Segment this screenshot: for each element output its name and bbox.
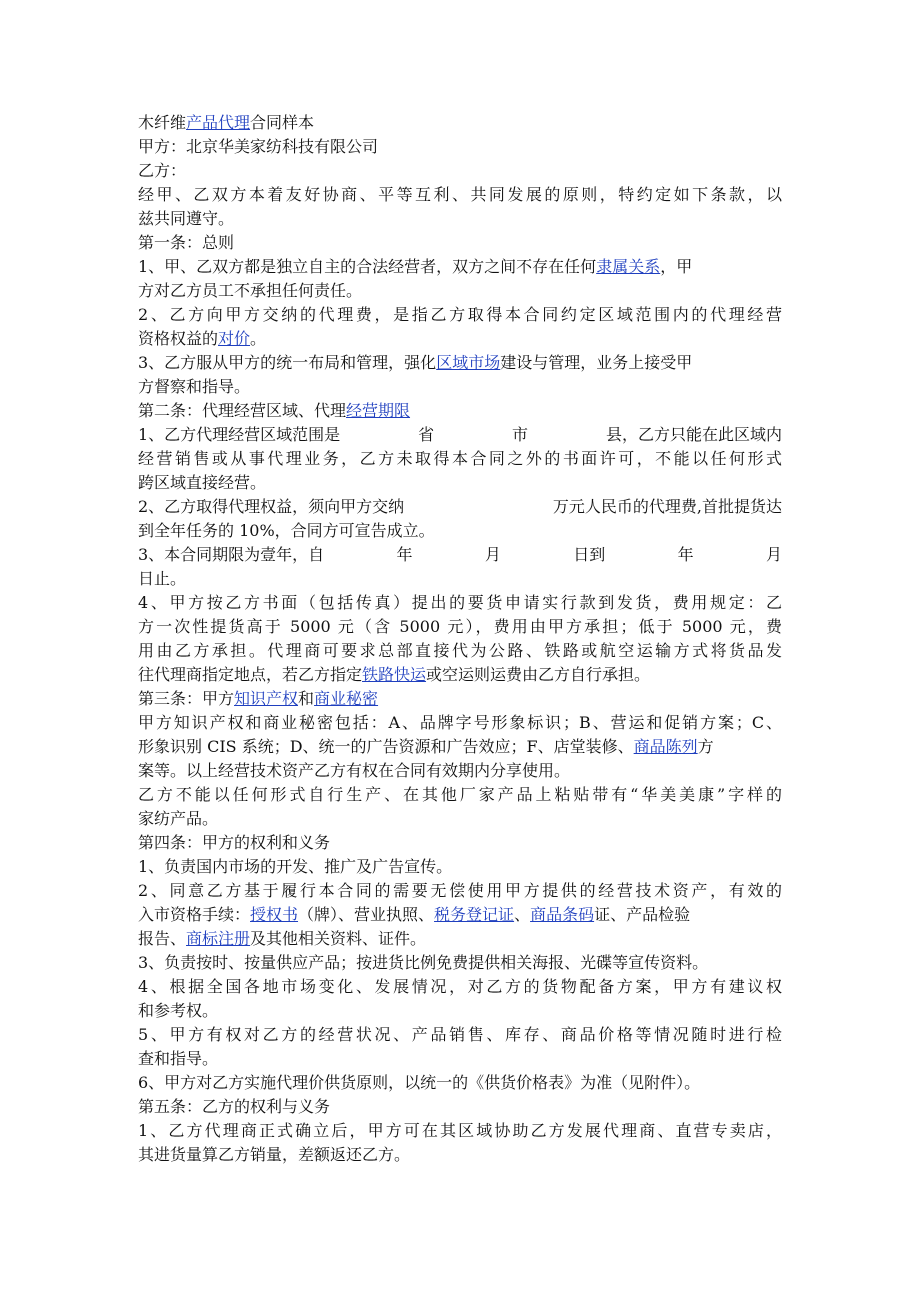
article4-item2: 2、同意乙方基于履行本合同的需要无偿使用甲方提供的经营技术资产，有效的 — [138, 881, 782, 900]
article1-heading: 第一条：总则 — [138, 233, 235, 252]
article2-item4-line4: 往代理商指定地点，若乙方指定铁路快运或空运则运费由乙方自行承担。 — [138, 665, 651, 684]
article2-item2-line2: 到全年任务的 10%，合同方可宣告成立。 — [138, 521, 435, 540]
link-trade-secret[interactable]: 商业秘密 — [314, 689, 379, 708]
intro-line-1: 经甲、乙双方本着友好协商、平等互利、共同发展的原则，特约定如下条款，以 — [138, 185, 782, 204]
article4-item1: 1、负责国内市场的开发、推广及广告宣传。 — [138, 857, 453, 876]
link-merchandise-display[interactable]: 商品陈列 — [633, 737, 698, 756]
article1-item2-line2: 资格权益的对价。 — [138, 329, 267, 348]
article4-item2-line2: 入市资格手续：授权书（牌）、营业执照、税务登记证、商品条码证、产品检验 — [138, 905, 691, 924]
party-a: 甲方：北京华美家纺科技有限公司 — [138, 137, 379, 156]
link-railway-express[interactable]: 铁路快运 — [362, 665, 427, 684]
article1-item2: 2、乙方向甲方交纳的代理费，是指乙方取得本合同约定区域范围内的代理经营 — [138, 305, 782, 324]
link-barcode[interactable]: 商品条码 — [530, 905, 595, 924]
article3-para1: 甲方知识产权和商业秘密包括：A、品牌字号形象标识；B、营运和促销方案；C、 — [138, 713, 782, 732]
article3-para2-line2: 家纺产品。 — [138, 809, 219, 828]
article2-item4: 4、甲方按乙方书面（包括传真）提出的要货申请实行款到发货，费用规定：乙 — [138, 593, 782, 612]
article4-item3: 3、负责按时、按量供应产品；按进货比例免费提供相关海报、光碟等宣传资料。 — [138, 953, 709, 972]
article2-item1-line3: 跨区域直接经营。 — [138, 473, 267, 492]
link-trademark-registration[interactable]: 商标注册 — [186, 929, 251, 948]
article3-para1-line2: 形象识别 CIS 系统；D、统一的广告资源和广告效应；F、店堂装修、商品陈列方 — [138, 737, 714, 756]
link-product-agency[interactable]: 产品代理 — [186, 113, 251, 132]
article4-item5: 5、甲方有权对乙方的经营状况、产品销售、库存、商品价格等情况随时进行检 — [138, 1025, 782, 1044]
article4-item5-line2: 查和指导。 — [138, 1049, 219, 1068]
article2-item4-line2: 方一次性提货高于 5000 元（含 5000 元），费用由甲方承担；低于 5000 元，费 — [138, 617, 782, 636]
link-intellectual-property[interactable]: 知识产权 — [234, 689, 299, 708]
article2-heading: 第二条：代理经营区域、代理经营期限 — [138, 401, 411, 420]
article2-item3-line2: 日止。 — [138, 569, 187, 588]
article2-item3: 3、本合同期限为壹年，自 年 月 日到 年 月 — [138, 545, 782, 564]
article4-item6: 6、甲方对乙方实施代理价供货原则，以统一的《供货价格表》为准（见附件）。 — [138, 1073, 701, 1092]
article3-para2: 乙方不能以任何形式自行生产、在其他厂家产品上粘贴带有“华美美康”字样的 — [138, 785, 782, 804]
article2-item4-line3: 用由乙方承担。代理商可要求总部直接代为公路、铁路或航空运输方式将货品发 — [138, 641, 782, 660]
link-tax-registration[interactable]: 税务登记证 — [434, 905, 515, 924]
document-title: 木纤维产品代理合同样本 — [138, 113, 315, 132]
article2-item1: 1、乙方代理经营区域范围是 省 市 县，乙方只能在此区域内 — [138, 425, 782, 444]
article5-heading: 第五条：乙方的权利与义务 — [138, 1097, 331, 1116]
intro-line-2: 兹共同遵守。 — [138, 209, 235, 228]
link-regional-market[interactable]: 区域市场 — [436, 353, 501, 372]
article4-heading: 第四条：甲方的权利和义务 — [138, 833, 331, 852]
article1-item1-line2: 方对乙方员工不承担任何责任。 — [138, 281, 363, 300]
article4-item2-line3: 报告、商标注册及其他相关资料、证件。 — [138, 929, 427, 948]
article1-item1: 1、甲、乙双方都是独立自主的合法经营者，双方之间不存在任何隶属关系，甲 — [138, 257, 693, 276]
article2-item2: 2、乙方取得代理权益，须向甲方交纳 万元人民币的代理费,首批提货达 — [138, 497, 782, 516]
article1-item3-line2: 方督察和指导。 — [138, 377, 251, 396]
party-b: 乙方： — [138, 161, 187, 180]
article2-item1-line2: 经营销售或从事代理业务，乙方未取得本合同之外的书面许可，不能以任何形式 — [138, 449, 782, 468]
article5-item1-line2: 其进货量算乙方销量，差额返还乙方。 — [138, 1145, 411, 1164]
article3-para1-line3: 案等。以上经营技术资产乙方有权在合同有效期内分享使用。 — [138, 761, 571, 780]
article5-item1: 1、乙方代理商正式确立后，甲方可在其区域协助乙方发展代理商、直营专卖店， — [138, 1121, 782, 1140]
article1-item3: 3、乙方服从甲方的统一布局和管理，强化区域市场建设与管理，业务上接受甲 — [138, 353, 693, 372]
link-authorization[interactable]: 授权书 — [250, 905, 299, 924]
link-consideration[interactable]: 对价 — [218, 329, 251, 348]
article4-item4: 4、根据全国各地市场变化、发展情况，对乙方的货物配备方案，甲方有建议权 — [138, 977, 782, 996]
link-business-term[interactable]: 经营期限 — [346, 401, 411, 420]
article3-heading: 第三条：甲方知识产权和商业秘密 — [138, 689, 379, 708]
link-affiliation[interactable]: 隶属关系 — [596, 257, 661, 276]
article4-item4-line2: 和参考权。 — [138, 1001, 219, 1020]
